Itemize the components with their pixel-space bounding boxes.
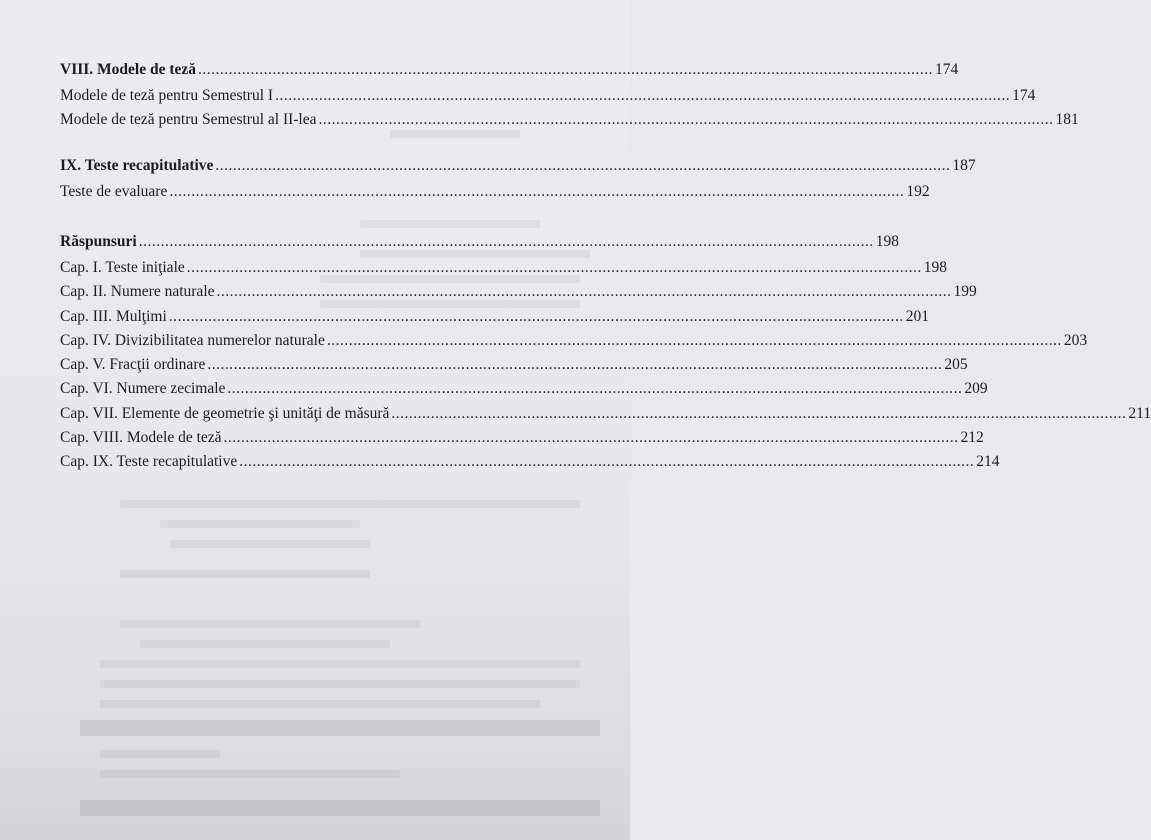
- toc-page-number: 201: [905, 308, 930, 325]
- toc-entry-row: [60, 379, 988, 399]
- toc-entry-title: Cap. VII. Elemente de geometrie şi unităţi de măsură: [60, 405, 390, 422]
- dot-leader: ........................................................................................................................................................................: [216, 283, 952, 300]
- toc-entry-row: [60, 355, 968, 375]
- dot-leader: ........................................................................................................................................................................: [239, 453, 975, 470]
- toc-entry-title: Cap. VIII. Modele de teză: [60, 429, 222, 446]
- dot-leader: ........................................................................................................................................................................: [198, 61, 934, 78]
- toc-entry-row: [60, 331, 1088, 351]
- toc-entry-title: Cap. I. Teste iniţiale: [60, 259, 185, 276]
- toc-section-row: [60, 232, 899, 252]
- toc-entry-title: Cap. II. Numere naturale: [60, 283, 215, 300]
- toc-entry-row: [60, 452, 1000, 472]
- dot-leader: ........................................................................................................................................................................: [227, 380, 963, 397]
- toc-entry-row: [60, 282, 977, 302]
- toc-page-number: 198: [923, 259, 947, 276]
- toc-page-number: 212: [960, 429, 984, 446]
- dot-leader: ........................................................................................................................................................................: [207, 356, 943, 373]
- toc-page-number: 192: [906, 183, 930, 200]
- toc-entry-row: [60, 258, 947, 278]
- toc-entry-title: Cap. III. Mulţimi: [60, 308, 167, 325]
- toc-entry-title: Teste de evaluare: [60, 183, 168, 200]
- dot-leader: ........................................................................................................................................................................: [169, 183, 905, 200]
- toc-page-number: 198: [875, 233, 899, 250]
- toc-section-row: [60, 156, 976, 176]
- toc-page-number: 205: [944, 356, 968, 373]
- toc-entry-title: Cap. IX. Teste recapitulative: [60, 453, 238, 470]
- dot-leader: ........................................................................................................................................................................: [391, 405, 1127, 422]
- toc-entry-row: [60, 86, 1036, 106]
- dot-leader: ........................................................................................................................................................................: [186, 259, 922, 276]
- toc-section-title: IX. Teste recapitulative: [60, 157, 214, 174]
- dot-leader: ........................................................................................................................................................................: [168, 308, 904, 325]
- dot-leader: ........................................................................................................................................................................: [215, 157, 951, 174]
- toc-page-number: 174: [1012, 87, 1036, 104]
- dot-leader: ........................................................................................................................................................................: [138, 233, 874, 250]
- toc-page-number: 209: [964, 380, 988, 397]
- toc-section-title: Răspunsuri: [60, 233, 137, 250]
- toc-page-number: 214: [976, 453, 1000, 470]
- toc-entry-row: [60, 404, 1151, 424]
- dot-leader: ........................................................................................................................................................................: [275, 87, 1011, 104]
- toc-entry-title: Cap. IV. Divizibilitatea numerelor naturale: [60, 332, 325, 349]
- toc-entry-title: Modele de teză pentru Semestrul I: [60, 87, 274, 104]
- toc-entry-title: Cap. V. Fracţii ordinare: [60, 356, 206, 373]
- dot-leader: ........................................................................................................................................................................: [223, 429, 959, 446]
- toc-entry-row: [60, 428, 984, 448]
- toc-page-number: 181: [1055, 111, 1079, 128]
- toc-section-title: VIII. Modele de teză: [60, 61, 197, 78]
- toc-entry-row: [60, 110, 1079, 130]
- toc-page-number: 199: [953, 283, 977, 300]
- toc-page-number: 203: [1063, 332, 1088, 349]
- toc-page-number: 187: [952, 157, 976, 174]
- dot-leader: ........................................................................................................................................................................: [318, 111, 1054, 128]
- toc-entry-title: Modele de teză pentru Semestrul al II-lea: [60, 111, 317, 128]
- toc-entry-row: [60, 307, 930, 327]
- dot-leader: ........................................................................................................................................................................: [326, 332, 1062, 349]
- toc-entry-title: Cap. VI. Numere zecimale: [60, 380, 226, 397]
- toc-page-number: 211: [1128, 405, 1151, 422]
- toc-entry-row: [60, 182, 930, 202]
- toc-page-number: 174: [935, 61, 959, 78]
- toc-section-row: [60, 60, 959, 80]
